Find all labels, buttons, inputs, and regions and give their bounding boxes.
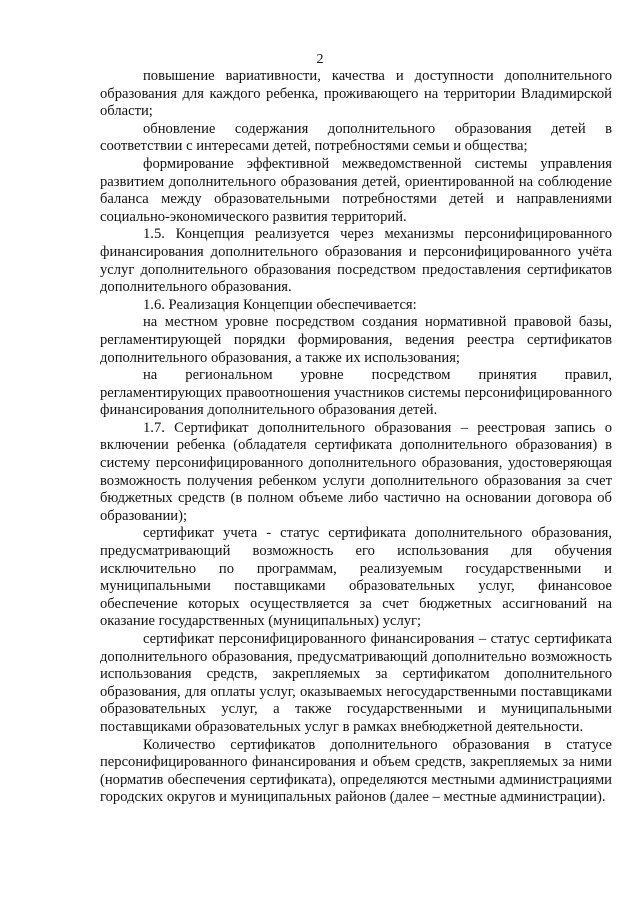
paragraph-accounting-certificate: сертификат учета - статус сертификата дополнительного образования, предусматривающий возможность его использования для обучения исключительно по программам, реализуемым государственными и муниципальными поставщиками образовательных услуг, финансовое обеспечение которых осуществляется за счет бюджетных ассигнований на оказание государственных (муниципальных) услуг; bbox=[100, 525, 612, 630]
paragraph-personified-certificate: сертификат персонифицированного финансирования – статус сертификата дополнительного образования, предусматривающий дополнительно возможность использования средств, закрепляемых за сертификатом дополнительного образования, для оплаты услуг, оказываемых негосударственными поставщиками образовательных услуг, а также государственными и муниципальными поставщиками образовательных услуг в рамках внебюджетной деятельности. bbox=[100, 631, 612, 735]
paragraph-certificate-count: Количество сертификатов дополнительного образования в статусе персонифицированного финансирования и объем средств, закрепляемых за ними (норматив обеспечения сертификата), определяются местными администрациями городских округов и муниципальных районов (далее – местные администрации). bbox=[100, 736, 612, 806]
paragraph-management-system: формирование эффективной межведомственной системы управления развитием дополнительного образования детей, ориентированной на соблюдение баланса между образовательными потребностями детей и направлениями социально-экономического развития территорий. bbox=[100, 155, 612, 225]
paragraph-section-1-7: 1.7. Сертификат дополнительного образования – реестровая запись о включении ребенка (обладателя сертификата дополнительного образования) в систему персонифицированного дополнительного образования, удостоверяющая возможность получения ребенком услуги дополнительного образования за счет бюджетных средств (в полном объеме либо частично на основании договора об образовании); bbox=[100, 419, 612, 524]
page-number: 2 bbox=[316, 52, 324, 67]
paragraph-section-1-6: 1.6. Реализация Концепции обеспечивается: bbox=[143, 296, 417, 313]
document-body bbox=[100, 68, 612, 807]
paragraph-regional-level: на региональном уровне посредством принятия правил, регламентирующих правоотношения участников системы персонифицированного финансирования дополнительного образования детей. bbox=[100, 367, 612, 419]
paragraph-local-level: на местном уровне посредством создания нормативной правовой базы, регламентирующей порядки формирования, ведения реестра сертификатов дополнительного образования, а также их использования; bbox=[100, 314, 612, 366]
paragraph-variability: повышение вариативности, качества и доступности дополнительного образования для каждого ребенка, проживающего на территории Владимирской области; bbox=[100, 68, 612, 120]
paragraph-section-1-5: 1.5. Концепция реализуется через механизмы персонифицированного финансирования дополнительного образования и персонифицированного учёта услуг дополнительного образования посредством предоставления сертификатов дополнительного образования. bbox=[100, 226, 612, 296]
paragraph-content-update: обновление содержания дополнительного образования детей в соответствии с интересами детей, потребностями семьи и общества; bbox=[100, 120, 612, 155]
